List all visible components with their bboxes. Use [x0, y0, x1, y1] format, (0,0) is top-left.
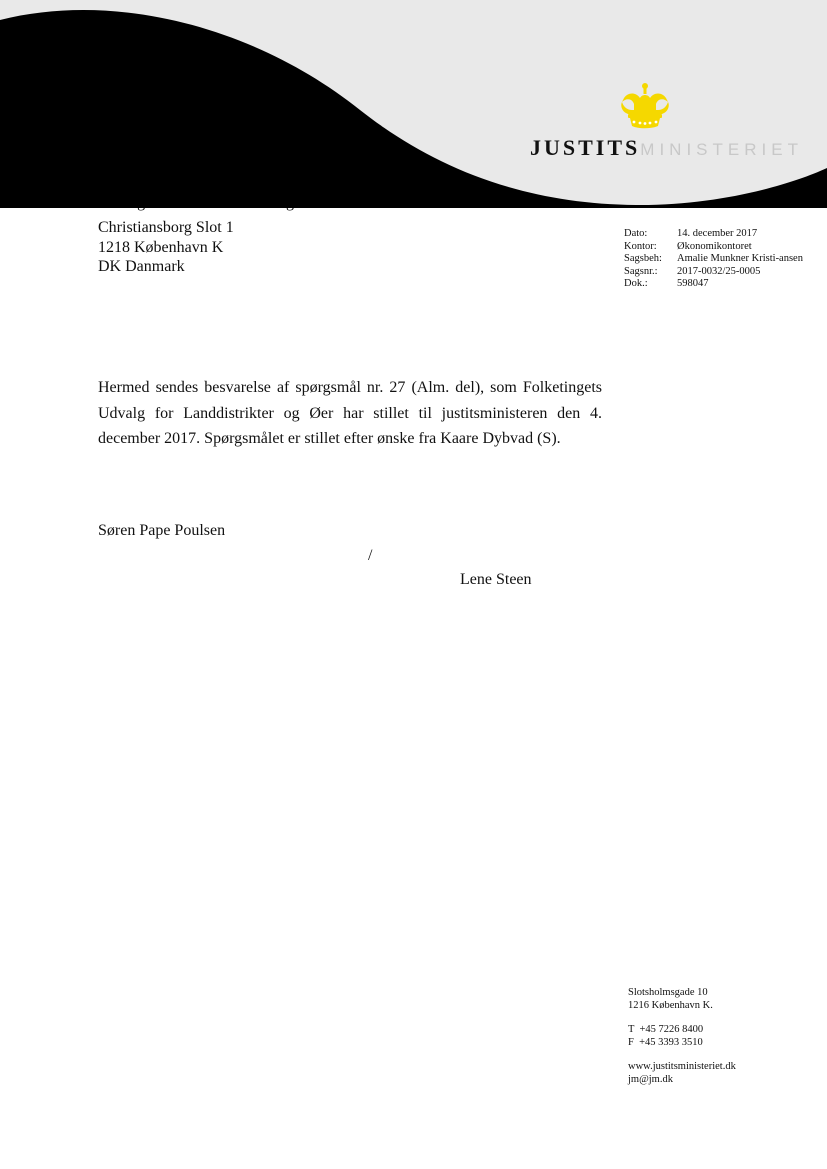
meta-value: Økonomikontoret — [677, 240, 752, 252]
letter-body: Hermed sendes besvarelse af spørgsmål nr. 27 (Alm. del), som Folketingets Udvalg for Landdistrikter og Øer har stillet til justitsministeren den 4. december 2017. Spørgsmålet er stillet efter ønske fra Kaare Dybvad (S). — [98, 379, 602, 447]
footer-city: 1216 København K. — [628, 1000, 713, 1011]
meta-label: Dato: — [624, 228, 648, 239]
meta-label: Dok.: — [624, 278, 648, 289]
meta-label: Sagsbeh: — [624, 253, 662, 264]
meta-value: Amalie Munkner Kristi-ansen — [677, 253, 803, 264]
co-signatory-name: Lene Steen — [460, 571, 532, 588]
meta-row-office — [624, 241, 804, 254]
footer-email-link[interactable]: jm@jm.dk — [628, 1074, 673, 1085]
meta-value: 2017-0032/25-0005 — [677, 265, 761, 277]
meta-value: 14. december 2017 — [677, 228, 758, 239]
signatory-name: Søren Pape Poulsen — [98, 522, 226, 539]
meta-row-case-officer — [624, 253, 804, 266]
meta-value: 598047 — [677, 278, 709, 289]
meta-row-date — [624, 228, 804, 241]
meta-label: Kontor: — [624, 240, 657, 252]
footer-website-link[interactable]: www.justitsministeriet.dk — [628, 1061, 736, 1072]
crown-icon — [618, 82, 672, 130]
ministry-contact-footer — [628, 986, 808, 1086]
ministry-logo-wordmark — [530, 136, 803, 162]
letterhead-band — [0, 0, 827, 208]
case-metadata — [624, 228, 804, 291]
footer-fax: F +45 3393 3510 — [628, 1037, 703, 1048]
recipient-line-3: 1218 København K — [98, 238, 224, 256]
recipient-line-2: Christiansborg Slot 1 — [98, 219, 234, 236]
footer-street: Slotsholmsgade 10 — [628, 987, 708, 998]
meta-row-case-number — [624, 266, 804, 279]
meta-label: Sagsnr.: — [624, 265, 658, 277]
logo-light-text: MINISTERIET — [640, 140, 803, 159]
recipient-address — [98, 218, 234, 277]
signature-separator: / — [368, 547, 373, 564]
letterhead-swoosh — [0, 0, 827, 208]
logo-bold-text: JUSTITS — [530, 135, 641, 160]
meta-row-document — [624, 278, 804, 291]
recipient-line-4: DK Danmark — [98, 258, 185, 275]
footer-phone: T +45 7226 8400 — [628, 1024, 704, 1035]
